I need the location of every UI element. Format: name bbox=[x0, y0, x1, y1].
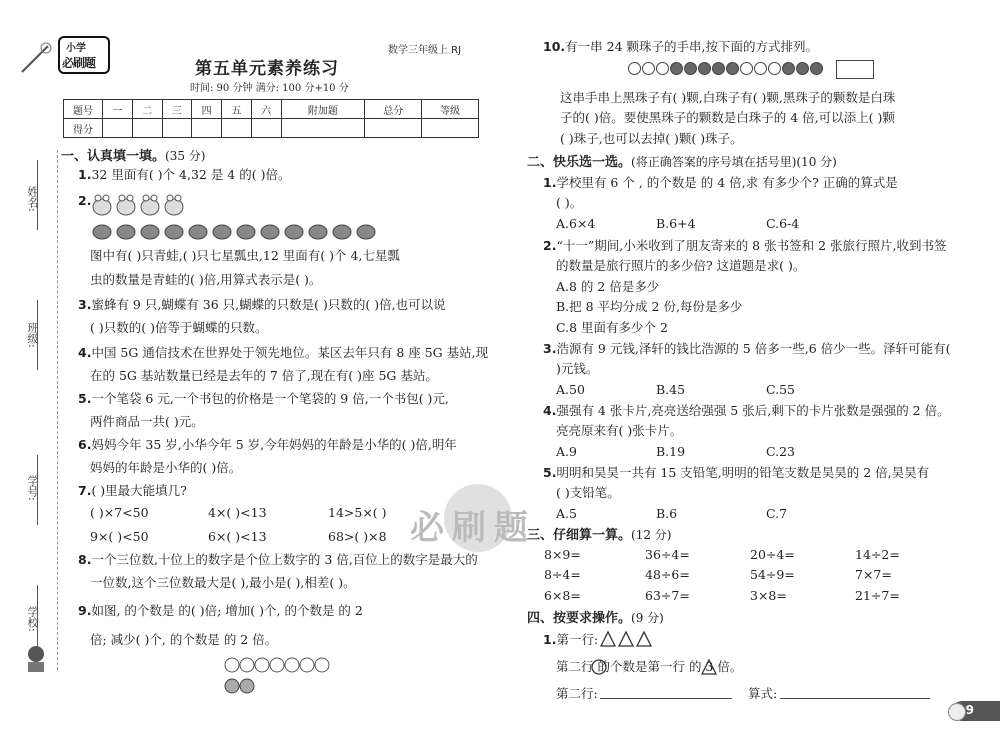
score-input-cell[interactable] bbox=[222, 119, 252, 138]
section-2-points: (将正确答案的序号填在括号里)(10 分) bbox=[631, 155, 837, 169]
question-number: 8. bbox=[78, 552, 92, 567]
bead-white bbox=[754, 62, 767, 75]
class-underline[interactable] bbox=[37, 300, 38, 370]
score-header-cell: 二 bbox=[132, 100, 162, 119]
page-number: 9 bbox=[965, 703, 974, 717]
question-10-line-4: ( )珠子,也可以去掉( )颗( )珠子。 bbox=[560, 131, 743, 146]
question-1 bbox=[78, 165, 290, 184]
question-4 bbox=[78, 343, 488, 362]
frog-images bbox=[92, 192, 192, 218]
choice-1-line-2: ( )。 bbox=[556, 195, 583, 210]
calc-item: 7×7= bbox=[855, 567, 892, 582]
calc-item: 48÷6= bbox=[645, 567, 690, 582]
cartoon-doodle-icon bbox=[18, 640, 54, 676]
bead-black bbox=[782, 62, 795, 75]
q7-item: 68>( )×8 bbox=[328, 529, 387, 544]
question-number: 1. bbox=[543, 175, 557, 190]
question-1-text: 32 里面有( )个 4,32 是 4 的( )倍。 bbox=[91, 167, 291, 182]
calc-item: 20÷4= bbox=[750, 547, 795, 562]
score-header-cell: 六 bbox=[251, 100, 281, 119]
score-input-cell[interactable] bbox=[132, 119, 162, 138]
score-header-cell: 等级 bbox=[422, 100, 479, 119]
question-4-line-1: 中国 5G 通信技术在世界处于领先地位。某区去年只有 8 座 5G 基站,现 bbox=[91, 345, 489, 360]
score-table bbox=[63, 99, 479, 138]
question-number: 5. bbox=[543, 465, 557, 480]
section-1-heading bbox=[61, 145, 205, 164]
question-3-line-2: ( )只数的( )倍等于蝴蝶的只数。 bbox=[90, 320, 268, 335]
bead-black bbox=[810, 62, 823, 75]
binding-line bbox=[57, 150, 58, 670]
pen-doodle-icon bbox=[16, 38, 56, 78]
question-10-line-2: 这串手串上黑珠子有( )颗,白珠子有( )颗,黑珠子的颗数是白珠 bbox=[560, 90, 896, 105]
operation-1 bbox=[543, 630, 598, 649]
question-5-line-1: 一个笔袋 6 元,一个书包的价格是一个笔袋的 9 倍,一个书包( )元, bbox=[91, 391, 449, 406]
bead-black bbox=[670, 62, 683, 75]
question-number: 4. bbox=[543, 403, 557, 418]
section-3-heading bbox=[527, 524, 671, 543]
score-header-cell: 五 bbox=[222, 100, 252, 119]
question-number: 3. bbox=[78, 297, 92, 312]
operation-1-description: 第二行 的个数是第一行 的 3 倍。 bbox=[556, 659, 743, 674]
choice-5-line-2: ( )支铅笔。 bbox=[556, 485, 620, 500]
calc-item: 54÷9= bbox=[750, 567, 795, 582]
question-2-number bbox=[78, 191, 91, 210]
question-10-line-1: 有一串 24 颗珠子的手串,按下面的方式排列。 bbox=[565, 39, 818, 54]
question-10-line-3: 子的( )倍。要使黑珠子的颗数是白珠子的 4 倍,可以添上( )颗 bbox=[560, 110, 895, 125]
question-6-line-2: 妈妈的年龄是小华的( )倍。 bbox=[90, 460, 242, 475]
question-6-line-1: 妈妈今年 35 岁,小华今年 5 岁,今年妈妈的年龄是小华的( )倍,明年 bbox=[91, 437, 457, 452]
choice-1 bbox=[543, 173, 898, 192]
question-8-line-2: 一位数,这个三位数最大是( ),最小是( ),相差( )。 bbox=[90, 575, 356, 590]
watermark-text: 必刷题 bbox=[410, 508, 536, 548]
question-number: 9. bbox=[78, 603, 92, 618]
question-3-line-1: 蜜蜂有 9 只,蝴蝶有 36 只,蝴蝶的只数是( )只数的( )倍,也可以说 bbox=[91, 297, 446, 312]
section-3-title: 三、仔细算一算。 bbox=[527, 528, 632, 543]
score-value-row bbox=[64, 119, 479, 138]
question-2-line-2: 虫的数量是青蛙的( )倍,用算式表示是( )。 bbox=[90, 272, 322, 287]
name-underline[interactable] bbox=[37, 160, 38, 230]
score-input-cell[interactable] bbox=[281, 119, 365, 138]
bead-black bbox=[796, 62, 809, 75]
bead-white bbox=[768, 62, 781, 75]
question-9-line-2: 倍; 减少( )个, 的个数是 的 2 倍。 bbox=[90, 632, 278, 647]
formula-answer-line[interactable] bbox=[780, 682, 930, 699]
question-4-line-2: 在的 5G 基站数量已经是去年的 7 倍了,现在有( )座 5G 基站。 bbox=[90, 368, 438, 383]
choice-2-line-2: 的数量是旅行照片的多少倍? 这道题是求( )。 bbox=[556, 258, 806, 273]
score-input-cell[interactable] bbox=[192, 119, 222, 138]
bead-blank-box[interactable] bbox=[836, 60, 874, 79]
logo-bottom-text: 必刷题 bbox=[62, 56, 96, 70]
brand-logo bbox=[58, 36, 110, 74]
triangle-row bbox=[599, 630, 655, 648]
margin-label-name: 姓名: bbox=[26, 186, 39, 212]
choice-5-line-1: 明明和昊昊一共有 15 支铅笔,明明的铅笔支数是昊昊的 2 倍,昊昊有 bbox=[556, 465, 930, 480]
calc-item: 14÷2= bbox=[855, 547, 900, 562]
margin-label-school: 学校: bbox=[26, 606, 39, 632]
row-2-answer-line[interactable] bbox=[600, 682, 732, 699]
magnifier-icon bbox=[948, 703, 966, 721]
score-input-cell[interactable] bbox=[422, 119, 479, 138]
choice-1-option-b[interactable]: B.6+4 bbox=[656, 216, 696, 231]
bead-black bbox=[684, 62, 697, 75]
calc-item: 3×8= bbox=[750, 588, 787, 603]
choice-5-option-b[interactable]: B.6 bbox=[656, 506, 678, 521]
calc-item: 36÷4= bbox=[645, 547, 690, 562]
logo-top-text: 小学 bbox=[66, 43, 86, 54]
question-number: 2. bbox=[543, 238, 557, 253]
q7-item: ( )×7<50 bbox=[90, 505, 149, 520]
time-score-meta: 时间: 90 分钟 满分: 100 分+10 分 bbox=[190, 83, 349, 94]
question-number: 7. bbox=[78, 483, 92, 498]
question-5-line-2: 两件商品一共( )元。 bbox=[90, 414, 204, 429]
score-row-label: 得分 bbox=[64, 119, 103, 138]
triangle-shape-icon bbox=[700, 658, 718, 676]
choice-1-option-a[interactable]: A.6×4 bbox=[556, 216, 596, 231]
choice-4-line-1: 强强有 4 张卡片,亮亮送给强强 5 张后,剩下的卡片张数是强强的 2 倍。 bbox=[556, 403, 950, 418]
question-6 bbox=[78, 435, 457, 454]
score-input-cell[interactable] bbox=[365, 119, 422, 138]
calc-item: 63÷7= bbox=[645, 588, 690, 603]
circle-shape-icon bbox=[590, 658, 608, 676]
question-7-text: ( )里最大能填几? bbox=[91, 483, 187, 498]
question-number: 1. bbox=[78, 167, 92, 182]
choice-4-option-c[interactable]: C.23 bbox=[766, 444, 795, 459]
section-4-title: 四、按要求操作。 bbox=[527, 611, 632, 626]
question-number: 2. bbox=[78, 193, 92, 208]
question-3 bbox=[78, 295, 446, 314]
grade-label: 数学三年级上 RJ bbox=[388, 45, 462, 56]
choice-3-line-2: )元钱。 bbox=[556, 361, 599, 376]
page-number-tab bbox=[952, 701, 1000, 721]
score-header-cell: 一 bbox=[103, 100, 133, 119]
bead-white bbox=[656, 62, 669, 75]
operation-1-row-1-label: 第一行: bbox=[556, 632, 599, 647]
ladybug-images bbox=[92, 222, 392, 242]
q7-item: 4×( )<13 bbox=[208, 505, 267, 520]
question-7 bbox=[78, 481, 187, 500]
choice-4-option-a[interactable]: A.9 bbox=[556, 444, 577, 459]
choice-4-line-2: 亮亮原来有( )张卡片。 bbox=[556, 423, 683, 438]
question-5 bbox=[78, 389, 449, 408]
question-8-line-1: 一个三位数,十位上的数字是个位上数字的 3 倍,百位上的数字是最大的 bbox=[91, 552, 478, 567]
section-2-heading bbox=[527, 151, 837, 170]
choice-5-option-c[interactable]: C.7 bbox=[766, 506, 788, 521]
question-2-line-1: 图中有( )只青蛙,( )只七星瓢虫,12 里面有( )个 4,七星瓢 bbox=[90, 248, 400, 263]
choice-3-option-b[interactable]: B.45 bbox=[656, 382, 686, 397]
choice-5-option-a[interactable]: A.5 bbox=[556, 506, 577, 521]
score-input-cell[interactable] bbox=[103, 119, 133, 138]
q7-item: 14>5×( ) bbox=[328, 505, 387, 520]
choice-2-option-b[interactable]: B.把 8 平均分成 2 份,每份是多少 bbox=[556, 299, 743, 314]
margin-label-class: 班级: bbox=[26, 322, 39, 348]
score-header-row bbox=[64, 100, 479, 119]
choice-3 bbox=[543, 339, 951, 358]
question-number: 5. bbox=[78, 391, 92, 406]
question-9-line-1: 如图, 的个数是 的( )倍; 增加( )个, 的个数是 的 2 bbox=[91, 603, 363, 618]
id-underline[interactable] bbox=[37, 455, 38, 525]
choice-3-option-a[interactable]: A.50 bbox=[556, 382, 585, 397]
calc-item: 6×8= bbox=[544, 588, 581, 603]
calc-item: 21÷7= bbox=[855, 588, 900, 603]
question-9 bbox=[78, 601, 363, 620]
choice-5 bbox=[543, 463, 929, 482]
score-input-cell[interactable] bbox=[251, 119, 281, 138]
choice-3-line-1: 浩源有 9 元钱,泽轩的钱比浩源的 5 倍多一些,6 倍少一些。泽轩可能有( bbox=[556, 341, 951, 356]
choice-4-option-b[interactable]: B.19 bbox=[656, 444, 686, 459]
section-3-points: (12 分) bbox=[631, 528, 672, 542]
score-input-cell[interactable] bbox=[162, 119, 192, 138]
bead-black bbox=[698, 62, 711, 75]
question-number: 10. bbox=[543, 39, 566, 54]
bead-white bbox=[628, 62, 641, 75]
question-10 bbox=[543, 37, 818, 56]
score-header-cell: 三 bbox=[162, 100, 192, 119]
choice-2 bbox=[543, 236, 946, 255]
score-header-cell: 四 bbox=[192, 100, 222, 119]
question-number: 4. bbox=[78, 345, 92, 360]
question-number: 3. bbox=[543, 341, 557, 356]
calc-item: 8÷4= bbox=[544, 567, 581, 582]
bead-white bbox=[740, 62, 753, 75]
section-1-title: 一、认真填一填。 bbox=[61, 149, 166, 164]
bead-black bbox=[726, 62, 739, 75]
choice-1-line-1: 学校里有 6 个 , 的个数是 的 4 倍,求 有多少个? 正确的算式是 bbox=[556, 175, 898, 190]
choice-3-option-c[interactable]: C.55 bbox=[766, 382, 795, 397]
choice-4 bbox=[543, 401, 950, 420]
apple-orange-images bbox=[224, 656, 344, 696]
score-header-cell: 总分 bbox=[365, 100, 422, 119]
operation-1-row-2-label: 第二行: bbox=[556, 686, 598, 701]
page-title: 第五单元素养练习 bbox=[195, 59, 339, 79]
bead-white bbox=[642, 62, 655, 75]
section-4-heading bbox=[527, 607, 664, 626]
section-2-title: 二、快乐选一选。 bbox=[527, 155, 632, 170]
choice-2-line-1: “十一”期间,小米收到了朋友寄来的 8 张书签和 2 张旅行照片,收到书签 bbox=[556, 238, 947, 253]
choice-2-option-a[interactable]: A.8 的 2 倍是多少 bbox=[556, 279, 660, 294]
score-header-cell: 题号 bbox=[64, 100, 103, 119]
q7-item: 9×( )<50 bbox=[90, 529, 149, 544]
margin-label-id: 学号: bbox=[26, 475, 39, 501]
choice-2-option-c[interactable]: C.8 里面有多少个 2 bbox=[556, 320, 668, 335]
section-1-points: (35 分) bbox=[165, 149, 206, 163]
operation-1-formula-label: 算式: bbox=[748, 686, 778, 701]
calc-item: 8×9= bbox=[544, 547, 581, 562]
bead-black bbox=[712, 62, 725, 75]
section-4-points: (9 分) bbox=[631, 611, 664, 625]
choice-1-option-c[interactable]: C.6-4 bbox=[766, 216, 800, 231]
question-number: 6. bbox=[78, 437, 92, 452]
question-number: 1. bbox=[543, 632, 557, 647]
q7-item: 6×( )<13 bbox=[208, 529, 267, 544]
score-header-cell: 附加题 bbox=[281, 100, 365, 119]
